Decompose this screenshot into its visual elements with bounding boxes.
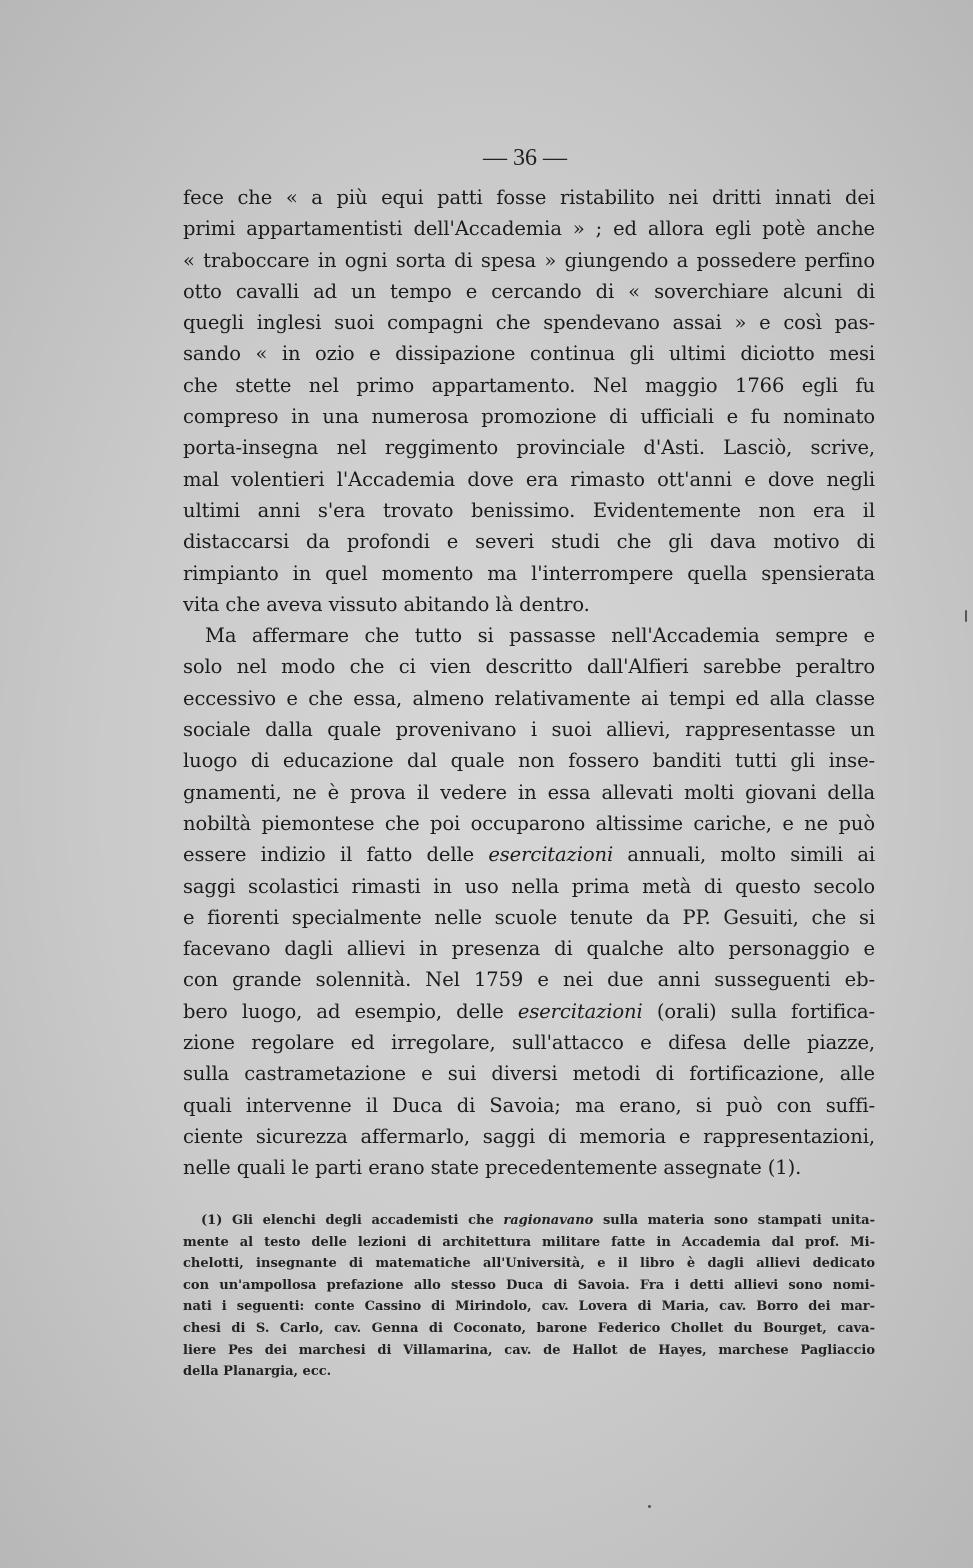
footnote-line: liere Pes dei marchesi di Villamarina, cav. de Hallot de Hayes, marchese Pagliaccio (183, 1342, 875, 1358)
body-line: otto cavalli ad un tempo e cercando di « soverchiare alcuni di (183, 279, 875, 303)
footnote-line: nati i seguenti: conte Cassino di Mirindolo, cav. Lovera di Maria, cav. Borro dei mar- (183, 1299, 875, 1315)
body-line: nobiltà piemontese che poi occuparono altissime cariche, e ne può (183, 811, 875, 835)
body-line: facevano dagli allievi in presenza di qualche alto personaggio e (183, 937, 875, 961)
body-line: eccessivo e che essa, almeno relativamente ai tempi ed alla classe (183, 686, 875, 710)
body-line: compreso in una numerosa promozione di ufficiali e fu nominato (183, 405, 875, 429)
body-line: ultimi anni s'era trovato benissimo. Evidentemente non era il (183, 498, 875, 522)
body-line: quegli inglesi suoi compagni che spendevano assai » e così pas- (183, 311, 875, 335)
body-line: distaccarsi da profondi e severi studi che gli dava motivo di (183, 530, 875, 554)
page-number: — 36 — (483, 145, 567, 171)
body-line: sando « in ozio e dissipazione continua gli ultimi diciotto mesi (183, 342, 875, 366)
line-segment: essere indizio il fatto delle (183, 843, 489, 867)
body-line: rimpianto in quel momento ma l'interrompere quella spensierata (183, 561, 875, 585)
italic-term: esercitazioni (517, 999, 643, 1023)
body-line: ciente sicurezza affermarlo, saggi di memoria e rappresentazioni, (183, 1124, 875, 1148)
footnote-line: chelotti, insegnante di matematiche all'Università, e il libro è dagli allievi dedicato (183, 1256, 875, 1272)
footnote-line: mente al testo delle lezioni di architettura militare fatte in Accademia dal prof. Mi- (183, 1234, 875, 1250)
footnote-line: chesi di S. Carlo, cav. Genna di Coconato, barone Federico Chollet du Bourget, cava- (183, 1320, 875, 1336)
body-text (183, 182, 875, 1184)
body-line: e fiorenti specialmente nelle scuole tenute da PP. Gesuiti, che si (183, 905, 875, 929)
body-line: gnamenti, ne è prova il vedere in essa allevati molti giovani della (183, 780, 875, 804)
paper-speck (965, 610, 967, 622)
italic-term: ragionavano (503, 1213, 594, 1228)
body-line (183, 996, 875, 1027)
body-line (183, 839, 875, 870)
body-line: con grande solennità. Nel 1759 e nei due anni susseguenti eb- (183, 968, 875, 992)
line-segment: bero luogo, ad esempio, delle (183, 999, 518, 1023)
body-line: zione regolare ed irregolare, sull'attacco e difesa delle piazze, (183, 1031, 875, 1055)
body-line: « traboccare in ogni sorta di spesa » giungendo a possedere perfino (183, 248, 875, 272)
line-segment: (1) Gli elenchi degli accademisti che (201, 1213, 504, 1228)
footnote-line (183, 1210, 875, 1232)
body-line: vita che aveva vissuto abitando là dentro. (183, 592, 590, 616)
line-segment: annuali, molto simili ai (613, 843, 875, 867)
body-line: porta-insegna nel reggimento provinciale d'Asti. Lasciò, scrive, (183, 436, 875, 460)
body-line: primi appartamentisti dell'Accademia » ; ed allora egli potè anche (183, 217, 875, 241)
body-line: solo nel modo che ci vien descritto dall'Alfieri sarebbe peraltro (183, 655, 875, 679)
body-line: mal volentieri l'Accademia dove era rimasto ott'anni e dove negli (183, 467, 875, 491)
footnote-line: della Planargia, ecc. (183, 1364, 332, 1380)
footnote (183, 1210, 875, 1383)
body-line: che stette nel primo appartamento. Nel maggio 1766 egli fu (183, 373, 875, 397)
body-line: luogo di educazione dal quale non fossero banditi tutti gli inse- (183, 749, 875, 773)
body-line: saggi scolastici rimasti in uso nella prima metà di questo secolo (183, 874, 875, 898)
body-line: sociale dalla quale provenivano i suoi allievi, rappresentasse un (183, 718, 875, 742)
footnote-line: con un'ampollosa prefazione allo stesso Duca di Savoia. Fra i detti allievi sono nomi- (183, 1277, 875, 1293)
body-line: Ma affermare che tutto si passasse nell'Accademia sempre e (205, 624, 875, 648)
paper-speck (648, 1505, 651, 1508)
body-line: sulla castrametazione e sui diversi metodi di fortificazione, alle (183, 1062, 875, 1086)
body-line: fece che « a più equi patti fosse ristabilito nei dritti innati dei (183, 186, 875, 209)
italic-term: esercitazioni (488, 843, 614, 867)
line-segment: sulla materia sono stampati unita- (593, 1213, 875, 1228)
line-segment: (orali) sulla fortifica- (642, 999, 876, 1023)
body-line: quali intervenne il Duca di Savoia; ma erano, si può con suffi- (183, 1093, 875, 1117)
body-line: nelle quali le parti erano state precedentemente assegnate (1). (183, 1156, 802, 1180)
